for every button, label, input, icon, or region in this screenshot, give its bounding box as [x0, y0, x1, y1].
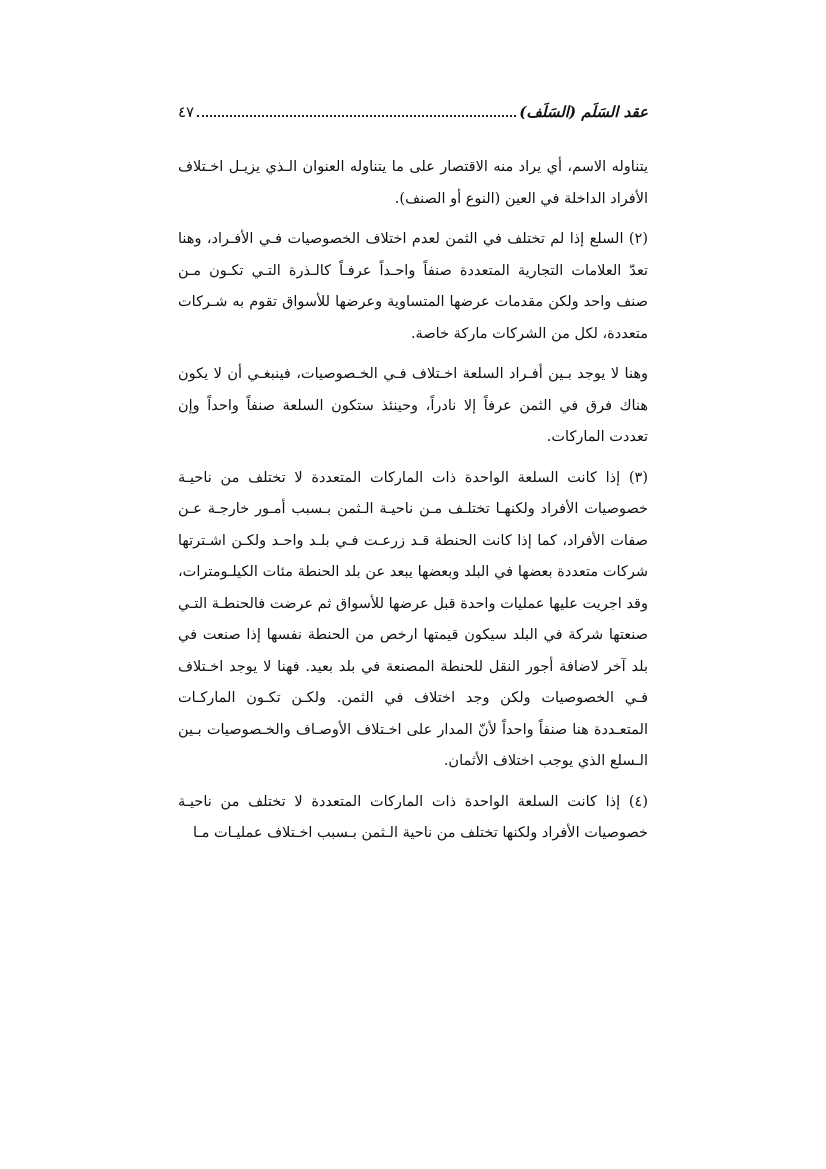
running-header	[178, 92, 648, 122]
paragraph: يتناوله الاسم، أي يراد منه الاقتصار على ما يتناوله العنوان الـذي يزيـل اخـتلاف الأفراد الداخلة في العين (النوع أو الصنف).	[178, 159, 648, 207]
paragraph: (٣) إذا كانت السلعة الواحدة ذات الماركات المتعددة لا تختلف من ناحيـة خصوصيات الأفراد ولكنهـا تختلـف مـن ناحيـة الـثمن بـسبب أمـور خارجـة عـن صفات الأفراد، كما إذا كانت الحنطة قـد زرعـت فـي بلـد واحـد ولكـن اشـترتها شركات متعددة بعضها في البلد وبعضها يبعد عن بلد الحنطة مئات الكيلـومترات، وقد اجريت عليها عمليات واحدة قبل عرضها للأسواق ثم عرضت فالحنطـة التـي صنعتها شركة في البلد سيكون قيمتها ارخص من الحنطة نفسها إذا صنعت في بلد آخر لاضافة أجور النقل للحنطة المصنعة في بلد بعيد. فهنا لا يوجد اخـتلاف فـي الخصوصيات ولكن وجد اختلاف في الثمن. ولكـن تكـون الماركـات المتعـددة هنا صنفاً واحداً لأنّ المدار على اخـتلاف الأوصـاف والخـصوصيات بـين الـسلع الذي يوجب اختلاف الأثمان.	[178, 469, 648, 769]
paragraph: (٢) السلع إذا لم تختلف في الثمن لعدم اختلاف الخصوصيات فـي الأفـراد، وهنا تعدّ العلامات التجارية المتعددة صنفاً واحـداً عرفـاً كالـذرة التـي تكـون مـن صنف واحد ولكن مقدمات عرضها المتساوية وعرضها للأسواق تقوم به شـركات متعددة، لكل من الشركات ماركة خاصة.	[178, 231, 648, 342]
paragraph: وهنا لا يوجد بـين أفـراد السلعة اخـتلاف فـي الخـصوصيات، فينبغـي أن لا يكون هناك فرق في الثمن عرفاً إلا نادراً، وحينئذ ستكون السلعة صنفاً واحداً وإن تعددت الماركات.	[178, 366, 648, 445]
paragraph: (٤) إذا كانت السلعة الواحدة ذات الماركات المتعددة لا تختلف من ناحيـة خصوصيات الأفراد ولكنها تختلف من ناحية الـثمن بـسبب اخـتلاف عمليـات مـا	[178, 793, 648, 841]
book-page	[178, 92, 648, 859]
body-text	[178, 152, 648, 850]
page-number: ٤٧	[178, 103, 195, 121]
chapter-title: عقد السَلَم (السَلَف)	[519, 103, 648, 121]
header-dot-leader	[197, 114, 516, 117]
